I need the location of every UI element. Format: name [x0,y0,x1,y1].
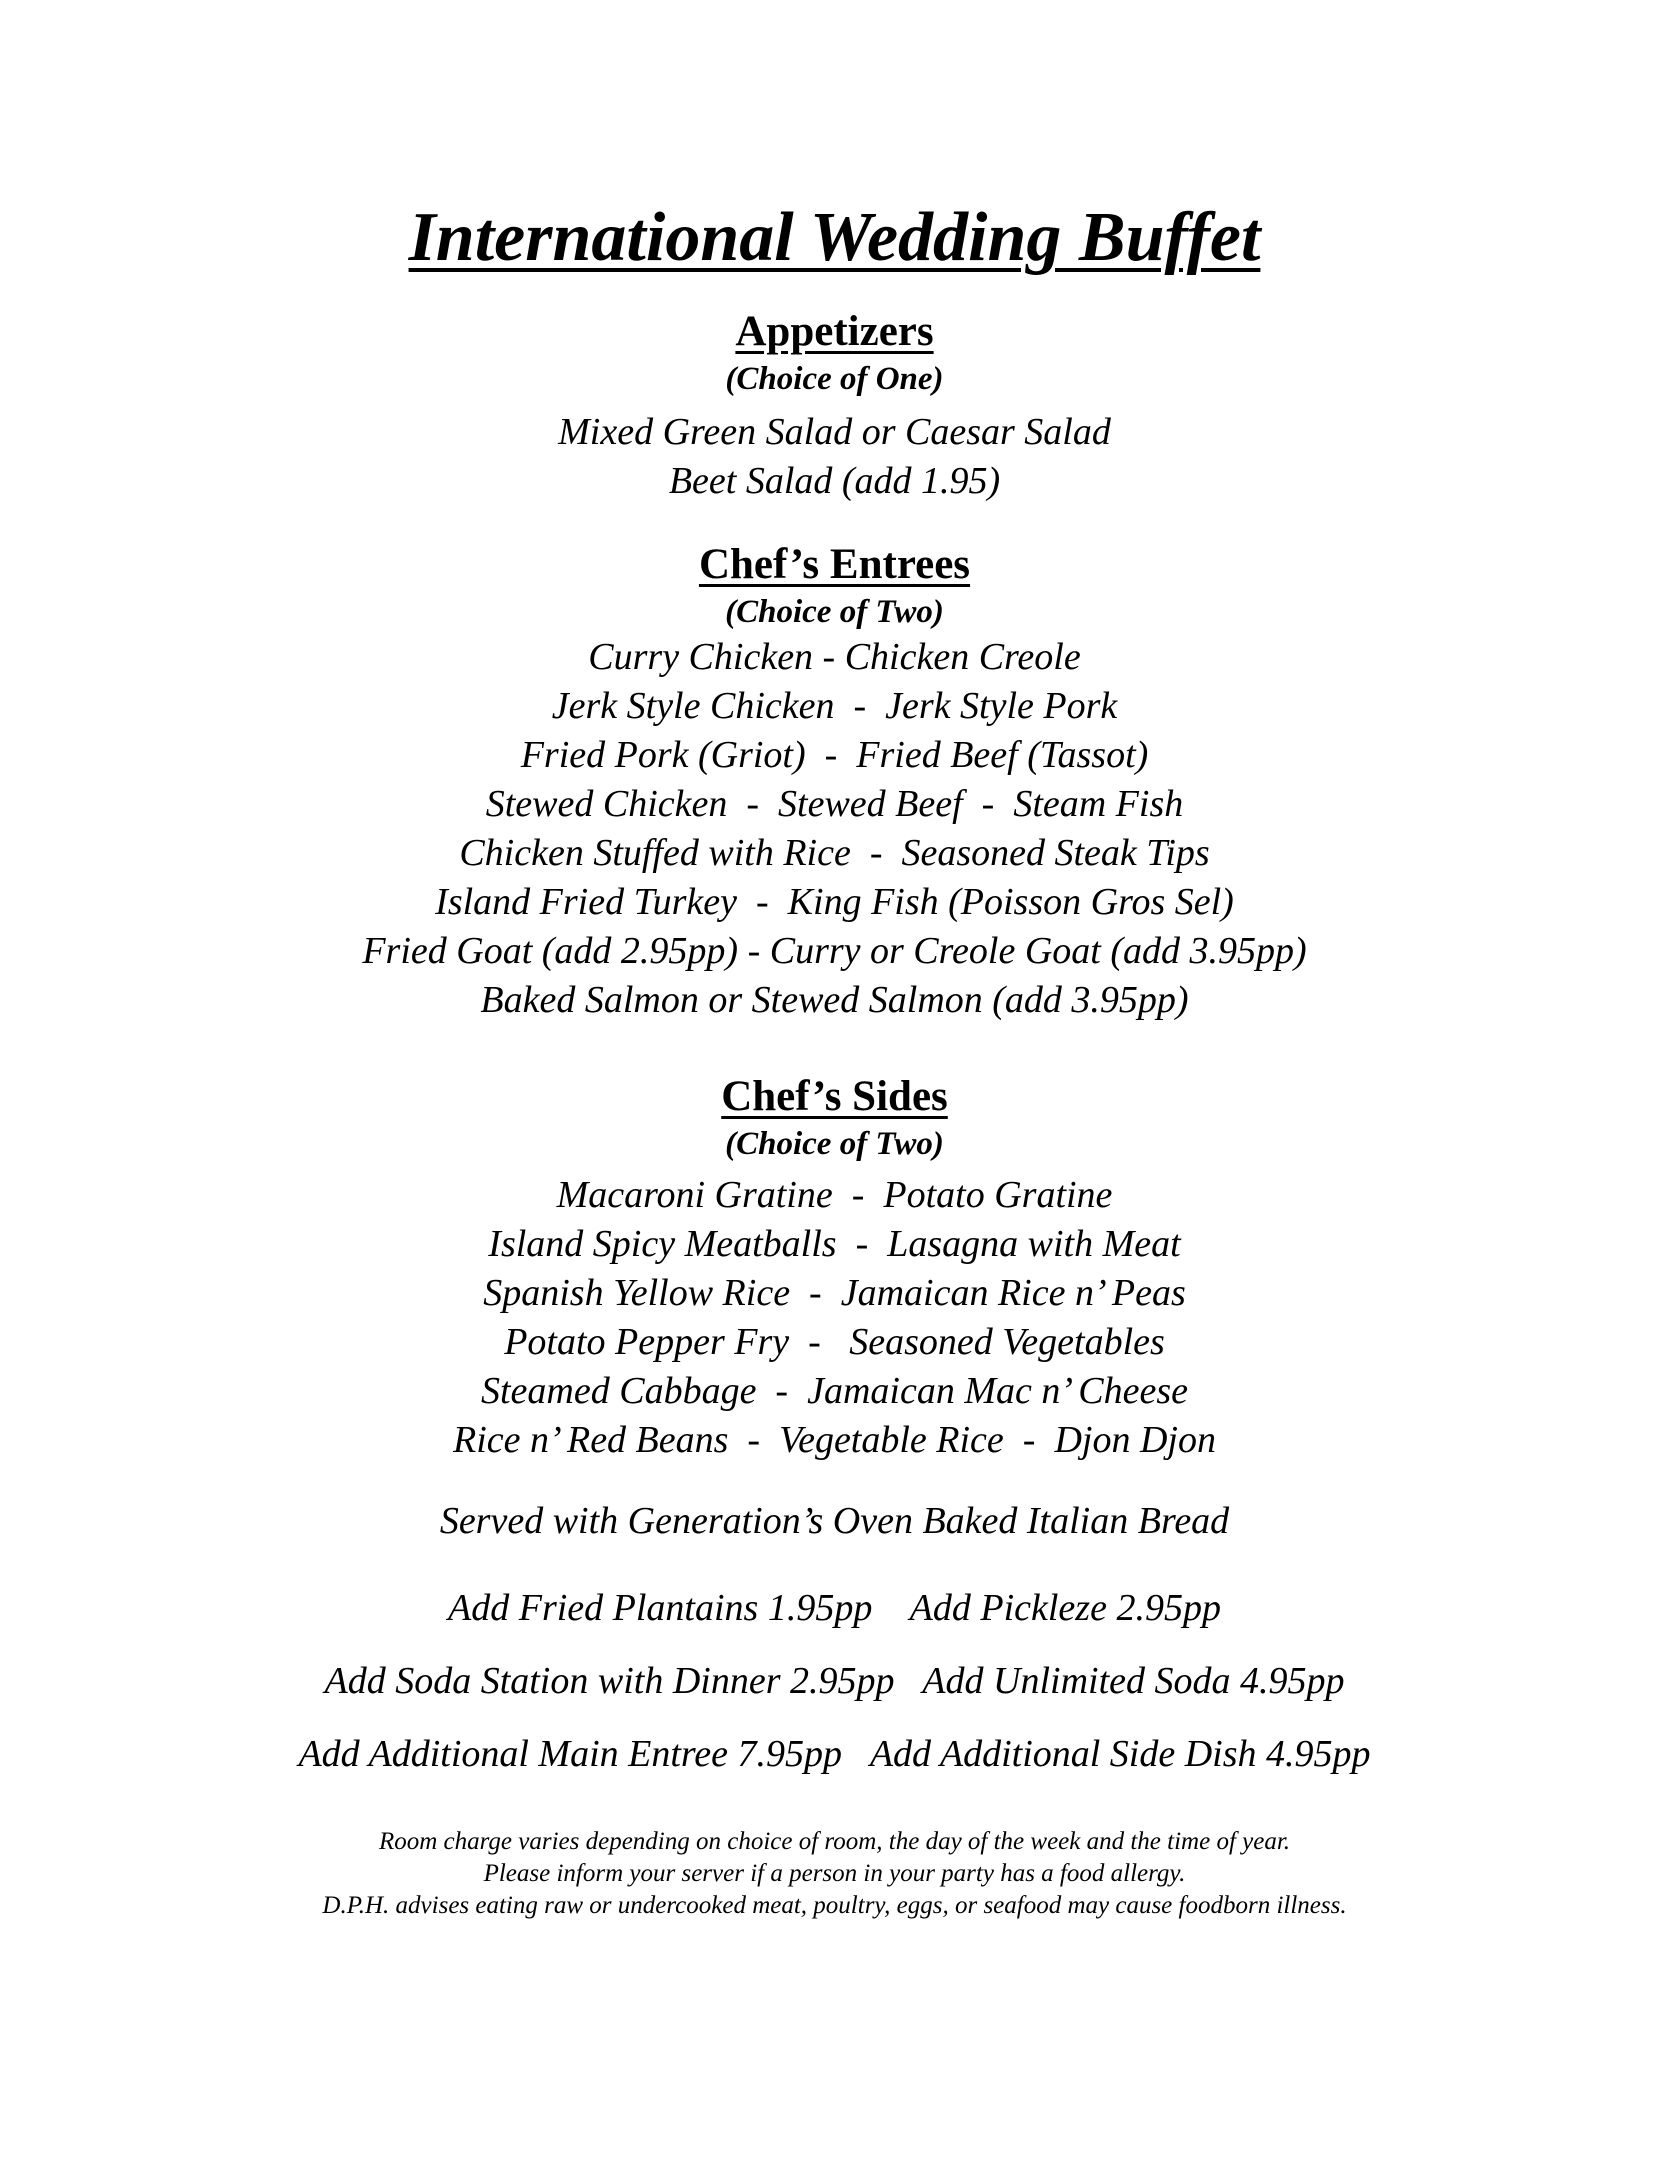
entrees-heading: Chef’s Entrees [698,541,971,588]
footnote: D.P.H. advises eating raw or undercooked meat, poultry, eggs, or seafood may cause foodborn illness. [322,1892,1347,1919]
addon-line: Add Fried Plantains 1.95pp Add Pickleze 2.95pp [448,1587,1221,1629]
appetizer-item: Beet Salad (add 1.95) [668,460,1001,502]
entree-item: Jerk Style Chicken - Jerk Style Pork [551,685,1118,727]
entree-item: Stewed Chicken - Stewed Beef - Steam Fish [485,783,1184,825]
addon-line: Add Soda Station with Dinner 2.95pp Add Unlimited Soda 4.95pp [324,1660,1345,1702]
footnote: Please inform your server if a person in your party has a food allergy. [483,1860,1186,1887]
appetizers-list [0,408,1669,506]
entrees-choice: (Choice of Two) [725,594,944,630]
sides-section [0,1071,1669,1465]
sides-choice: (Choice of Two) [725,1126,944,1162]
side-item: Island Spicy Meatballs - Lasagna with Meat [488,1223,1181,1265]
entrees-list [0,633,1669,1025]
side-item: Rice n’ Red Beans - Vegetable Rice - Djon Djon [453,1419,1216,1461]
sides-heading: Chef’s Sides [721,1073,948,1120]
entree-item: Baked Salmon or Stewed Salmon (add 3.95pp) [480,979,1189,1021]
entrees-section [0,539,1669,1025]
appetizers-choice: (Choice of One) [725,361,944,397]
appetizer-item: Mixed Green Salad or Caesar Salad [558,411,1111,453]
side-item: Macaroni Gratine - Potato Gratine [556,1174,1113,1216]
sides-list [0,1171,1669,1465]
entree-item: Curry Chicken - Chicken Creole [588,636,1081,678]
entree-item: Fried Goat (add 2.95pp) - Curry or Creole Goat (add 3.95pp) [362,930,1307,972]
menu-title: International Wedding Buffet [408,199,1261,276]
addon-line: Add Additional Main Entree 7.95pp Add Additional Side Dish 4.95pp [298,1733,1371,1775]
side-item: Spanish Yellow Rice - Jamaican Rice n’ Peas [483,1272,1186,1314]
appetizers-heading: Appetizers [735,308,934,355]
entree-item: Fried Pork (Griot) - Fried Beef (Tassot) [520,734,1149,776]
appetizers-section [0,306,1669,506]
footnotes [0,1826,1669,1922]
entree-item: Island Fried Turkey - King Fish (Poisson Gros Sel) [435,881,1234,923]
footnote: Room charge varies depending on choice of room, the day of the week and the time of year. [378,1828,1291,1855]
bread-note: Served with Generation’s Oven Baked Italian Bread [439,1500,1230,1542]
side-item: Potato Pepper Fry - Seasoned Vegetables [504,1321,1165,1363]
side-item: Steamed Cabbage - Jamaican Mac n’ Cheese [480,1370,1189,1412]
entree-item: Chicken Stuffed with Rice - Seasoned Steak Tips [459,832,1210,874]
